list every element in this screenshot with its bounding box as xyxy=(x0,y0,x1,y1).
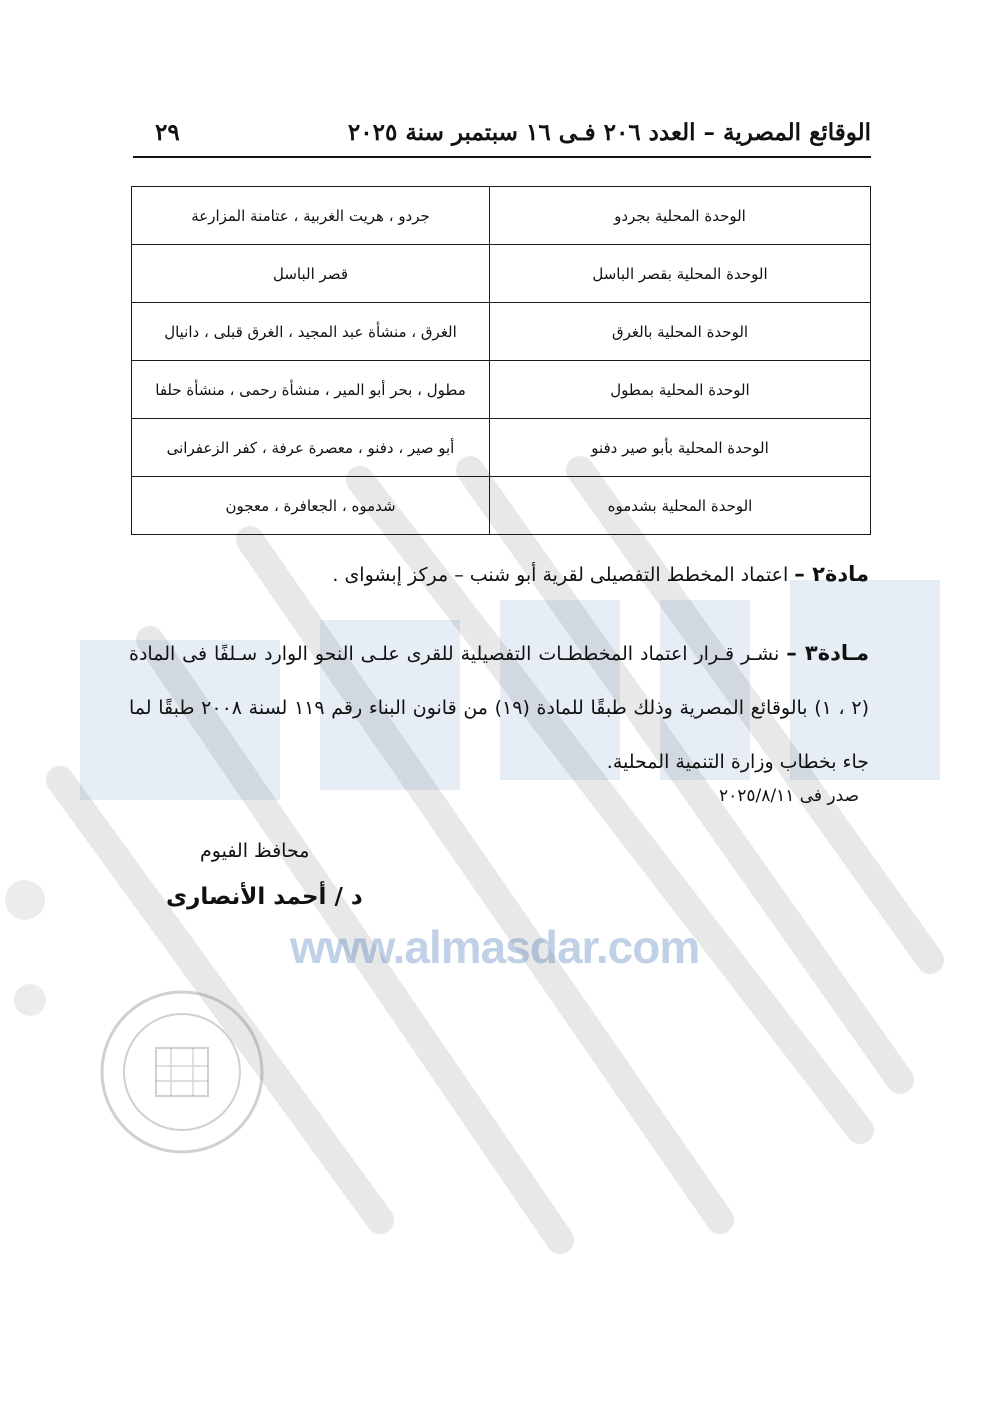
article-3-label: مـادة٣ – xyxy=(786,641,869,665)
signatory-name: د / أحمد الأنصارى xyxy=(166,884,363,910)
table-row xyxy=(132,245,871,303)
issued-date: صدر فى ٢٠٢٥/٨/١١ xyxy=(718,786,859,806)
page-number: ٢٩ xyxy=(155,118,180,146)
article-3 xyxy=(129,626,869,789)
table-row xyxy=(132,187,871,245)
unit-cell: الوحدة المحلية بشدموه xyxy=(490,477,871,535)
watermark-url: www.almasdar.com xyxy=(290,921,700,973)
table-row xyxy=(132,419,871,477)
local-units-table xyxy=(131,186,871,535)
villages-cell: قصر الباسل xyxy=(132,245,490,303)
villages-cell: الغرق ، منشأة عبد المجيد ، الغرق قبلى ، دانيال xyxy=(132,303,490,361)
ministry-seal xyxy=(96,986,268,1158)
table-row xyxy=(132,303,871,361)
unit-cell: الوحدة المحلية بالغرق xyxy=(490,303,871,361)
villages-cell: شدموه ، الجعافرة ، معجون xyxy=(132,477,490,535)
header-title: الوقائع المصرية – العدد ٢٠٦ فـى ١٦ سبتمبر سنة ٢٠٢٥ xyxy=(347,118,871,146)
article-2-label: مادة٢ – xyxy=(794,562,869,586)
page-header xyxy=(133,112,871,152)
unit-cell: الوحدة المحلية بقصر الباسل xyxy=(490,245,871,303)
article-2 xyxy=(129,562,869,586)
villages-cell: جردو ، هريت الغربية ، عتامنة المزارعة xyxy=(132,187,490,245)
article-3-text: نشـر قـرار اعتماد المخططـات التفصيلية للقرى علـى النحو الوارد سـلفًا فى المادة (٢ ، ١) بالوقائع المصرية وذلك طبقًا للمادة (١٩) من قانون البناء رقم ١١٩ لسنة ٢٠٠٨ طبقًا لما جاء بخطاب وزارة التنمية المحلية. xyxy=(129,643,869,773)
unit-cell: الوحدة المحلية بأبو صير دفنو xyxy=(490,419,871,477)
table-row xyxy=(132,361,871,419)
signatory-title: محافظ الفيوم xyxy=(200,840,310,862)
article-2-text: اعتماد المخطط التفصيلى لقرية أبو شنب – مركز إبشواى . xyxy=(332,564,789,586)
unit-cell: الوحدة المحلية بجردو xyxy=(490,187,871,245)
header-rule xyxy=(133,156,871,158)
table-row xyxy=(132,477,871,535)
villages-cell: أبو صير ، دفنو ، معصرة عرفة ، كفر الزعفرانى xyxy=(132,419,490,477)
villages-cell: مطول ، بحر أبو المير ، منشأة رحمى ، منشأة حلفا xyxy=(132,361,490,419)
unit-cell: الوحدة المحلية بمطول xyxy=(490,361,871,419)
